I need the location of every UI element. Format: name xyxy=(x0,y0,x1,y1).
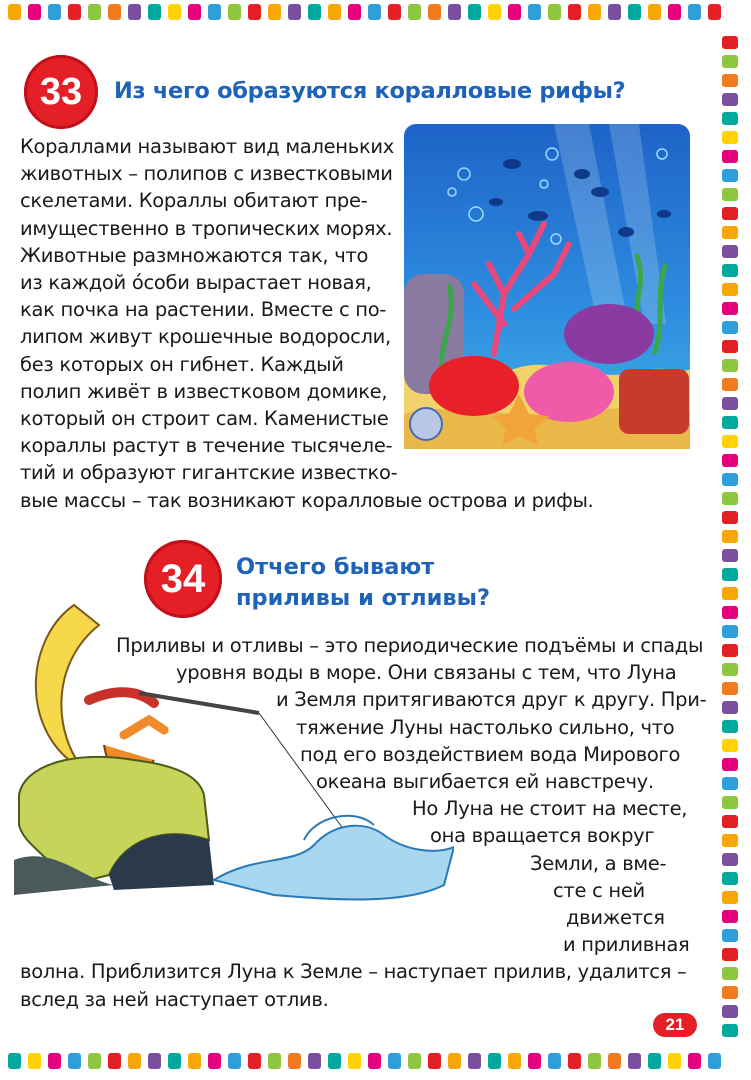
border-square xyxy=(722,321,738,334)
border-square xyxy=(722,359,738,372)
border-square xyxy=(722,663,738,676)
border-square xyxy=(722,131,738,144)
border-square xyxy=(428,4,441,20)
border-square xyxy=(248,1053,261,1069)
border-square xyxy=(722,74,738,87)
border-square xyxy=(68,1053,81,1069)
border-square xyxy=(722,473,738,486)
border-square xyxy=(722,530,738,543)
border-square xyxy=(668,1053,681,1069)
border-square xyxy=(722,264,738,277)
section-title: Из чего образуются коралловые рифы? xyxy=(114,78,626,104)
section-number: 34 xyxy=(160,556,206,601)
text-line: липом живут крошечные водоросли, xyxy=(20,325,391,349)
border-square xyxy=(28,1053,41,1069)
border-square xyxy=(48,4,61,20)
text-line: она вращается вокруг xyxy=(430,824,655,848)
border-square xyxy=(168,4,181,20)
border-square xyxy=(722,93,738,106)
text-line: Кораллами называют вид маленьких xyxy=(20,135,395,158)
border-square xyxy=(488,1053,501,1069)
text-line: полип живёт в известковом домике, xyxy=(20,379,388,403)
border-square xyxy=(722,948,738,961)
border-square xyxy=(722,796,738,809)
border-square xyxy=(8,4,21,20)
border-square xyxy=(628,4,641,20)
text-line: из каждой óсоби вырастает новая, xyxy=(20,271,372,295)
border-square xyxy=(28,4,41,20)
border-square xyxy=(722,891,738,904)
text-line: тий и образуют гигантские известко- xyxy=(20,461,398,485)
border-square xyxy=(722,720,738,733)
border-square xyxy=(528,4,541,20)
border-square xyxy=(108,4,121,20)
border-square xyxy=(168,1053,181,1069)
border-square xyxy=(722,454,738,467)
border-square xyxy=(608,1053,621,1069)
border-square xyxy=(722,397,738,410)
text-line: вслед за ней наступает отлив. xyxy=(20,987,329,1011)
border-square xyxy=(688,1053,701,1069)
border-square xyxy=(88,1053,101,1069)
border-square xyxy=(128,4,141,20)
border-square xyxy=(148,4,161,20)
border-square xyxy=(722,853,738,866)
border-square xyxy=(288,4,301,20)
text-line: Животные размножаются так, что xyxy=(20,243,369,267)
border-square xyxy=(722,606,738,619)
border-square xyxy=(722,340,738,353)
text-line: без которых он гибнет. Каждый xyxy=(20,352,344,376)
border-square xyxy=(722,226,738,239)
border-square xyxy=(722,207,738,220)
border-square xyxy=(722,910,738,923)
border-square xyxy=(248,4,261,20)
text-line: который он строит сам. Каменистые xyxy=(20,407,389,431)
coral-reef-illustration xyxy=(404,124,690,449)
border-square xyxy=(722,701,738,714)
border-square xyxy=(722,150,738,163)
border-square xyxy=(722,245,738,258)
text-line: движется xyxy=(566,906,665,930)
border-square xyxy=(568,1053,581,1069)
border-square xyxy=(722,644,738,657)
border-square xyxy=(668,4,681,20)
border-square xyxy=(722,587,738,600)
text-line: Но Луна не стоит на месте, xyxy=(412,797,688,821)
border-square xyxy=(148,1053,161,1069)
border-square xyxy=(722,511,738,524)
border-square xyxy=(722,435,738,448)
border-square xyxy=(688,4,701,20)
border-square xyxy=(288,1053,301,1069)
border-square xyxy=(188,1053,201,1069)
border-square xyxy=(228,4,241,20)
border-square xyxy=(588,1053,601,1069)
border-square xyxy=(722,188,738,201)
border-square xyxy=(488,4,501,20)
text-line: океана выгибается ей навстречу. xyxy=(316,770,654,794)
border-square xyxy=(588,4,601,20)
border-square xyxy=(128,1053,141,1069)
border-square xyxy=(722,283,738,296)
text-line: сте с ней xyxy=(553,878,645,902)
border-square xyxy=(722,739,738,752)
text-line: вые массы – так возникают коралловые острова и рифы. xyxy=(20,488,594,512)
border-square xyxy=(648,4,661,20)
text-line: тяжение Луны настолько сильно, что xyxy=(296,715,675,739)
border-square xyxy=(722,492,738,505)
border-square xyxy=(108,1053,121,1069)
border-square xyxy=(188,4,201,20)
border-square xyxy=(468,1053,481,1069)
border-square xyxy=(48,1053,61,1069)
text-line: скелетами. Кораллы обитают пре- xyxy=(20,189,368,213)
text-line: уровня воды в море. Они связаны с тем, что Луна xyxy=(176,661,677,685)
text-line: Приливы и отливы – это периодические подъёмы и спады xyxy=(116,634,704,657)
section-34-text xyxy=(0,632,720,1013)
border-square xyxy=(608,4,621,20)
border-square xyxy=(268,1053,281,1069)
border-square xyxy=(722,1024,738,1037)
border-square xyxy=(722,568,738,581)
text-line: волна. Приблизится Луна к Земле – наступает прилив, удалится – xyxy=(20,960,687,984)
border-square xyxy=(722,872,738,885)
border-square xyxy=(722,1005,738,1018)
border-square xyxy=(708,4,721,20)
border-square xyxy=(368,4,381,20)
text-line: имущественно в тропических морях. xyxy=(20,216,393,240)
text-line: как почка на растении. Вместе с по- xyxy=(20,298,387,322)
border-square xyxy=(648,1053,661,1069)
border-square xyxy=(508,4,521,20)
border-square xyxy=(208,4,221,20)
border-square xyxy=(348,4,361,20)
border-square xyxy=(722,169,738,182)
border-square xyxy=(722,758,738,771)
border-square xyxy=(548,1053,561,1069)
border-square xyxy=(722,777,738,790)
decorative-border-top xyxy=(0,4,751,24)
text-line: и приливная xyxy=(563,933,690,957)
border-square xyxy=(268,4,281,20)
page-number: 21 xyxy=(653,1013,697,1037)
border-square xyxy=(328,1053,341,1069)
section-number: 33 xyxy=(39,70,83,113)
text-line: Земли, а вме- xyxy=(530,851,667,875)
border-square xyxy=(448,1053,461,1069)
border-square xyxy=(8,1053,21,1069)
border-square xyxy=(368,1053,381,1069)
border-square xyxy=(722,549,738,562)
border-square xyxy=(308,1053,321,1069)
border-square xyxy=(722,625,738,638)
border-square xyxy=(68,4,81,20)
border-square xyxy=(722,815,738,828)
border-square xyxy=(528,1053,541,1069)
border-square xyxy=(708,1053,721,1069)
border-square xyxy=(722,986,738,999)
border-square xyxy=(408,1053,421,1069)
text-line: и Земля притягиваются друг к другу. При- xyxy=(276,688,707,712)
border-square xyxy=(722,967,738,980)
border-square xyxy=(568,4,581,20)
border-square xyxy=(428,1053,441,1069)
border-square xyxy=(722,682,738,695)
border-square xyxy=(408,4,421,20)
border-square xyxy=(722,112,738,125)
decorative-border-right xyxy=(722,36,742,1046)
border-square xyxy=(548,4,561,20)
border-square xyxy=(722,416,738,429)
border-square xyxy=(228,1053,241,1069)
border-square xyxy=(448,4,461,20)
text-line: кораллы растут в течение тысячеле- xyxy=(20,434,393,458)
border-square xyxy=(722,929,738,942)
border-square xyxy=(722,36,738,49)
border-square xyxy=(388,4,401,20)
border-square xyxy=(88,4,101,20)
border-square xyxy=(722,834,738,847)
border-square xyxy=(208,1053,221,1069)
border-square xyxy=(722,55,738,68)
section-title-line: Отчего бывают xyxy=(236,554,435,580)
border-square xyxy=(388,1053,401,1069)
border-square xyxy=(308,4,321,20)
text-line: животных – полипов с известковыми xyxy=(20,162,393,186)
border-square xyxy=(508,1053,521,1069)
decorative-border-bottom xyxy=(0,1053,751,1073)
section-title-line: приливы и отливы? xyxy=(236,585,491,611)
border-square xyxy=(722,378,738,391)
section-number-badge xyxy=(24,55,98,129)
text-line: под его воздействием вода Мирового xyxy=(300,742,681,766)
border-square xyxy=(628,1053,641,1069)
border-square xyxy=(468,4,481,20)
border-square xyxy=(348,1053,361,1069)
border-square xyxy=(722,302,738,315)
border-square xyxy=(328,4,341,20)
